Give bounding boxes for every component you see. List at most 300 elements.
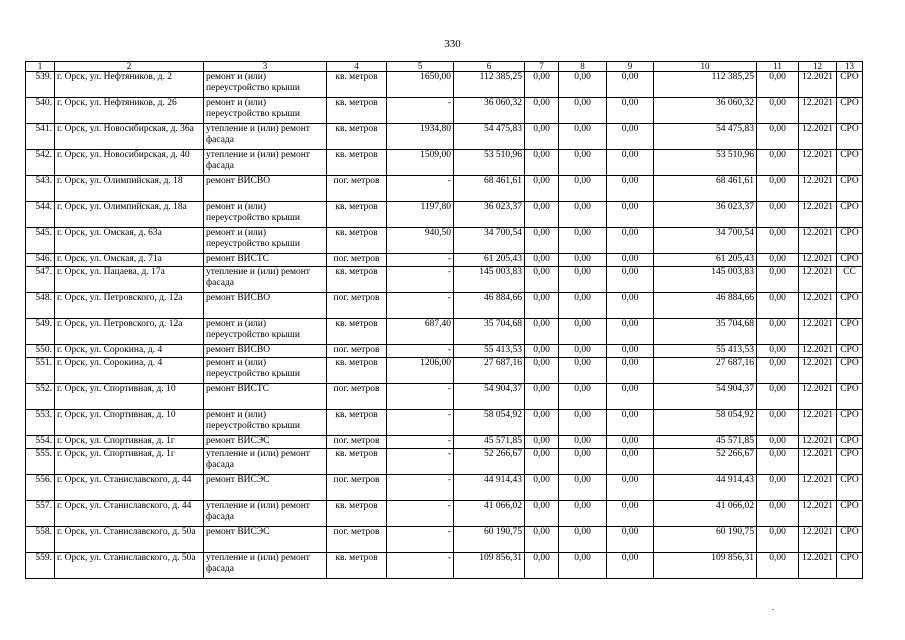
table-row: [26, 293, 863, 319]
total-cost-cell: 53 510,96: [454, 150, 525, 176]
work-type-cell: ремонт и (или) переустройство крыши: [204, 319, 327, 345]
address-cell: г. Орск, ул. Олимпийская, д. 18а: [55, 202, 204, 228]
row-number-cell: 547.: [26, 267, 55, 293]
quantity-cell: -: [387, 267, 454, 293]
unit-cell: кв. метров: [327, 267, 387, 293]
quantity-cell: 687,40: [387, 319, 454, 345]
value-col-8-cell: 0,00: [559, 410, 607, 436]
value-col-7-cell: 0,00: [525, 358, 559, 384]
table-row: [26, 436, 863, 449]
value-col-8-cell: 0,00: [559, 345, 607, 358]
value-col-10-cell: 35 704,68: [654, 319, 757, 345]
value-col-9-cell: 0,00: [607, 527, 654, 553]
row-number-cell: 552.: [26, 384, 55, 410]
value-col-10-cell: 52 266,67: [654, 449, 757, 475]
value-col-7-cell: 0,00: [525, 501, 559, 527]
address-cell: г. Орск, ул. Спортивная, д. 10: [55, 384, 204, 410]
value-col-8-cell: 0,00: [559, 527, 607, 553]
address-cell: г. Орск, ул. Сорокина, д. 4: [55, 358, 204, 384]
column-header: 9: [607, 62, 654, 72]
address-cell: г. Орск, ул. Олимпийская, д. 18: [55, 176, 204, 202]
quantity-cell: 1650,00: [387, 72, 454, 98]
table-row: [26, 449, 863, 475]
value-col-11-cell: 0,00: [757, 72, 799, 98]
quantity-cell: -: [387, 345, 454, 358]
value-col-9-cell: 0,00: [607, 254, 654, 267]
quantity-cell: -: [387, 293, 454, 319]
value-col-9-cell: 0,00: [607, 410, 654, 436]
value-col-8-cell: 0,00: [559, 98, 607, 124]
work-type-cell: ремонт ВИСВО: [204, 293, 327, 319]
value-col-10-cell: 112 385,25: [654, 72, 757, 98]
column-header: 10: [654, 62, 757, 72]
value-col-10-cell: 36 023,37: [654, 202, 757, 228]
address-cell: г. Орск, ул. Пацаева, д. 17а: [55, 267, 204, 293]
completion-date-cell: 12.2021: [799, 527, 837, 553]
total-cost-cell: 46 884,66: [454, 293, 525, 319]
row-number-cell: 558.: [26, 527, 55, 553]
value-col-10-cell: 54 904,37: [654, 384, 757, 410]
quantity-cell: -: [387, 501, 454, 527]
value-col-9-cell: 0,00: [607, 176, 654, 202]
column-header: 4: [327, 62, 387, 72]
completion-date-cell: 12.2021: [799, 475, 837, 501]
table-row: [26, 319, 863, 345]
table-row: [26, 267, 863, 293]
row-number-cell: 545.: [26, 228, 55, 254]
value-col-11-cell: 0,00: [757, 293, 799, 319]
value-col-10-cell: 46 884,66: [654, 293, 757, 319]
work-type-cell: утепление и (или) ремонт фасада: [204, 124, 327, 150]
value-col-10-cell: 60 190,75: [654, 527, 757, 553]
contractor-type-cell: СРО: [837, 293, 863, 319]
value-col-11-cell: 0,00: [757, 345, 799, 358]
unit-cell: пог. метров: [327, 345, 387, 358]
unit-cell: кв. метров: [327, 202, 387, 228]
completion-date-cell: 12.2021: [799, 98, 837, 124]
address-cell: г. Орск, ул. Нефтяников, д. 2: [55, 72, 204, 98]
work-type-cell: ремонт ВИСВО: [204, 176, 327, 202]
table-row: [26, 202, 863, 228]
unit-cell: кв. метров: [327, 124, 387, 150]
unit-cell: кв. метров: [327, 501, 387, 527]
table-row: [26, 254, 863, 267]
column-header: 1: [26, 62, 55, 72]
address-cell: г. Орск, ул. Станиславского, д. 44: [55, 475, 204, 501]
address-cell: г. Орск, ул. Омская, д. 71а: [55, 254, 204, 267]
value-col-8-cell: 0,00: [559, 358, 607, 384]
unit-cell: кв. метров: [327, 553, 387, 579]
value-col-11-cell: 0,00: [757, 436, 799, 449]
address-cell: г. Орск, ул. Станиславского, д. 50а: [55, 553, 204, 579]
row-number-cell: 541.: [26, 124, 55, 150]
value-col-8-cell: 0,00: [559, 124, 607, 150]
column-header: 12: [799, 62, 837, 72]
unit-cell: пог. метров: [327, 254, 387, 267]
value-col-8-cell: 0,00: [559, 436, 607, 449]
contractor-type-cell: СС: [837, 267, 863, 293]
column-header: 11: [757, 62, 799, 72]
work-type-cell: ремонт ВИСВО: [204, 345, 327, 358]
value-col-11-cell: 0,00: [757, 98, 799, 124]
value-col-7-cell: 0,00: [525, 267, 559, 293]
row-number-cell: 539.: [26, 72, 55, 98]
total-cost-cell: 55 413,53: [454, 345, 525, 358]
completion-date-cell: 12.2021: [799, 449, 837, 475]
completion-date-cell: 12.2021: [799, 72, 837, 98]
value-col-7-cell: 0,00: [525, 345, 559, 358]
quantity-cell: -: [387, 176, 454, 202]
value-col-9-cell: 0,00: [607, 150, 654, 176]
completion-date-cell: 12.2021: [799, 501, 837, 527]
contractor-type-cell: СРО: [837, 501, 863, 527]
row-number-cell: 542.: [26, 150, 55, 176]
completion-date-cell: 12.2021: [799, 150, 837, 176]
contractor-type-cell: СРО: [837, 150, 863, 176]
value-col-8-cell: 0,00: [559, 267, 607, 293]
address-cell: г. Орск, ул. Новосибирская, д. 36а: [55, 124, 204, 150]
column-header: 5: [387, 62, 454, 72]
table-row: [26, 124, 863, 150]
completion-date-cell: 12.2021: [799, 436, 837, 449]
scan-artifact: [772, 609, 774, 610]
total-cost-cell: 61 205,43: [454, 254, 525, 267]
table-row: [26, 345, 863, 358]
value-col-8-cell: 0,00: [559, 202, 607, 228]
column-header: 13: [837, 62, 863, 72]
value-col-10-cell: 61 205,43: [654, 254, 757, 267]
value-col-9-cell: 0,00: [607, 553, 654, 579]
value-col-11-cell: 0,00: [757, 410, 799, 436]
value-col-8-cell: 0,00: [559, 319, 607, 345]
work-type-cell: ремонт ВИСЭС: [204, 475, 327, 501]
unit-cell: пог. метров: [327, 436, 387, 449]
address-cell: г. Орск, ул. Новосибирская, д. 40: [55, 150, 204, 176]
value-col-11-cell: 0,00: [757, 319, 799, 345]
row-number-cell: 544.: [26, 202, 55, 228]
table-row: [26, 150, 863, 176]
value-col-10-cell: 68 461,61: [654, 176, 757, 202]
completion-date-cell: 12.2021: [799, 358, 837, 384]
unit-cell: пог. метров: [327, 176, 387, 202]
quantity-cell: 1934,80: [387, 124, 454, 150]
work-type-cell: утепление и (или) ремонт фасада: [204, 553, 327, 579]
value-col-10-cell: 36 060,32: [654, 98, 757, 124]
row-number-cell: 553.: [26, 410, 55, 436]
value-col-11-cell: 0,00: [757, 449, 799, 475]
work-type-cell: ремонт и (или) переустройство крыши: [204, 228, 327, 254]
value-col-10-cell: 44 914,43: [654, 475, 757, 501]
completion-date-cell: 12.2021: [799, 345, 837, 358]
work-type-cell: ремонт и (или) переустройство крыши: [204, 358, 327, 384]
row-number-cell: 551.: [26, 358, 55, 384]
value-col-9-cell: 0,00: [607, 358, 654, 384]
value-col-9-cell: 0,00: [607, 319, 654, 345]
address-cell: г. Орск, ул. Спортивная, д. 1г: [55, 449, 204, 475]
unit-cell: кв. метров: [327, 410, 387, 436]
row-number-cell: 550.: [26, 345, 55, 358]
contractor-type-cell: СРО: [837, 384, 863, 410]
total-cost-cell: 145 003,83: [454, 267, 525, 293]
value-col-7-cell: 0,00: [525, 384, 559, 410]
value-col-10-cell: 58 054,92: [654, 410, 757, 436]
table-row: [26, 358, 863, 384]
address-cell: г. Орск, ул. Спортивная, д. 10: [55, 410, 204, 436]
value-col-9-cell: 0,00: [607, 293, 654, 319]
capital-repair-table: [25, 61, 863, 579]
total-cost-cell: 45 571,85: [454, 436, 525, 449]
value-col-7-cell: 0,00: [525, 293, 559, 319]
value-col-8-cell: 0,00: [559, 72, 607, 98]
work-type-cell: ремонт ВИСТС: [204, 384, 327, 410]
value-col-11-cell: 0,00: [757, 124, 799, 150]
contractor-type-cell: СРО: [837, 72, 863, 98]
total-cost-cell: 68 461,61: [454, 176, 525, 202]
total-cost-cell: 34 700,54: [454, 228, 525, 254]
address-cell: г. Орск, ул. Петровского, д. 12а: [55, 293, 204, 319]
value-col-8-cell: 0,00: [559, 150, 607, 176]
address-cell: г. Орск, ул. Сорокина, д. 4: [55, 345, 204, 358]
unit-cell: кв. метров: [327, 228, 387, 254]
value-col-10-cell: 45 571,85: [654, 436, 757, 449]
value-col-10-cell: 53 510,96: [654, 150, 757, 176]
address-cell: г. Орск, ул. Станиславского, д. 44: [55, 501, 204, 527]
value-col-9-cell: 0,00: [607, 501, 654, 527]
total-cost-cell: 35 704,68: [454, 319, 525, 345]
value-col-8-cell: 0,00: [559, 254, 607, 267]
value-col-8-cell: 0,00: [559, 553, 607, 579]
value-col-11-cell: 0,00: [757, 150, 799, 176]
quantity-cell: 1197,80: [387, 202, 454, 228]
row-number-cell: 546.: [26, 254, 55, 267]
quantity-cell: -: [387, 384, 454, 410]
work-type-cell: ремонт и (или) переустройство крыши: [204, 410, 327, 436]
value-col-8-cell: 0,00: [559, 384, 607, 410]
value-col-11-cell: 0,00: [757, 202, 799, 228]
row-number-cell: 559.: [26, 553, 55, 579]
work-type-cell: ремонт ВИСЭС: [204, 527, 327, 553]
total-cost-cell: 58 054,92: [454, 410, 525, 436]
table-row: [26, 527, 863, 553]
value-col-11-cell: 0,00: [757, 475, 799, 501]
value-col-11-cell: 0,00: [757, 553, 799, 579]
address-cell: г. Орск, ул. Спортивная, д. 1г: [55, 436, 204, 449]
value-col-7-cell: 0,00: [525, 436, 559, 449]
value-col-9-cell: 0,00: [607, 267, 654, 293]
column-header: 7: [525, 62, 559, 72]
value-col-7-cell: 0,00: [525, 202, 559, 228]
total-cost-cell: 52 266,67: [454, 449, 525, 475]
quantity-cell: 1206,00: [387, 358, 454, 384]
quantity-cell: -: [387, 254, 454, 267]
contractor-type-cell: СРО: [837, 228, 863, 254]
value-col-9-cell: 0,00: [607, 436, 654, 449]
completion-date-cell: 12.2021: [799, 202, 837, 228]
contractor-type-cell: СРО: [837, 553, 863, 579]
total-cost-cell: 109 856,31: [454, 553, 525, 579]
unit-cell: кв. метров: [327, 150, 387, 176]
contractor-type-cell: СРО: [837, 449, 863, 475]
contractor-type-cell: СРО: [837, 345, 863, 358]
contractor-type-cell: СРО: [837, 319, 863, 345]
value-col-7-cell: 0,00: [525, 124, 559, 150]
total-cost-cell: 36 023,37: [454, 202, 525, 228]
quantity-cell: -: [387, 410, 454, 436]
value-col-11-cell: 0,00: [757, 228, 799, 254]
contractor-type-cell: СРО: [837, 176, 863, 202]
row-number-cell: 556.: [26, 475, 55, 501]
quantity-cell: -: [387, 436, 454, 449]
contractor-type-cell: СРО: [837, 436, 863, 449]
completion-date-cell: 12.2021: [799, 410, 837, 436]
unit-cell: пог. метров: [327, 384, 387, 410]
contractor-type-cell: СРО: [837, 202, 863, 228]
value-col-9-cell: 0,00: [607, 98, 654, 124]
table-row: [26, 98, 863, 124]
work-type-cell: ремонт ВИСТС: [204, 254, 327, 267]
table-body: [26, 72, 863, 579]
value-col-11-cell: 0,00: [757, 358, 799, 384]
value-col-7-cell: 0,00: [525, 254, 559, 267]
work-type-cell: ремонт ВИСЭС: [204, 436, 327, 449]
address-cell: г. Орск, ул. Нефтяников, д. 26: [55, 98, 204, 124]
table-row: [26, 228, 863, 254]
value-col-8-cell: 0,00: [559, 475, 607, 501]
row-number-cell: 555.: [26, 449, 55, 475]
row-number-cell: 554.: [26, 436, 55, 449]
page-number: 330: [444, 38, 461, 50]
value-col-10-cell: 55 413,53: [654, 345, 757, 358]
completion-date-cell: 12.2021: [799, 267, 837, 293]
value-col-7-cell: 0,00: [525, 475, 559, 501]
value-col-9-cell: 0,00: [607, 228, 654, 254]
value-col-9-cell: 0,00: [607, 72, 654, 98]
value-col-11-cell: 0,00: [757, 176, 799, 202]
value-col-9-cell: 0,00: [607, 384, 654, 410]
address-cell: г. Орск, ул. Петровского, д. 12а: [55, 319, 204, 345]
total-cost-cell: 41 066,02: [454, 501, 525, 527]
value-col-7-cell: 0,00: [525, 98, 559, 124]
value-col-10-cell: 27 687,16: [654, 358, 757, 384]
completion-date-cell: 12.2021: [799, 254, 837, 267]
column-header: 2: [55, 62, 204, 72]
total-cost-cell: 54 475,83: [454, 124, 525, 150]
value-col-7-cell: 0,00: [525, 319, 559, 345]
row-number-cell: 548.: [26, 293, 55, 319]
address-cell: г. Орск, ул. Омская, д. 63а: [55, 228, 204, 254]
quantity-cell: -: [387, 475, 454, 501]
value-col-7-cell: 0,00: [525, 176, 559, 202]
unit-cell: кв. метров: [327, 72, 387, 98]
table-row: [26, 72, 863, 98]
contractor-type-cell: СРО: [837, 475, 863, 501]
value-col-11-cell: 0,00: [757, 267, 799, 293]
table-row: [26, 384, 863, 410]
value-col-8-cell: 0,00: [559, 176, 607, 202]
value-col-7-cell: 0,00: [525, 527, 559, 553]
completion-date-cell: 12.2021: [799, 124, 837, 150]
work-type-cell: утепление и (или) ремонт фасада: [204, 150, 327, 176]
work-type-cell: утепление и (или) ремонт фасада: [204, 449, 327, 475]
quantity-cell: 940,50: [387, 228, 454, 254]
unit-cell: кв. метров: [327, 449, 387, 475]
quantity-cell: -: [387, 527, 454, 553]
contractor-type-cell: СРО: [837, 254, 863, 267]
unit-cell: кв. метров: [327, 98, 387, 124]
value-col-11-cell: 0,00: [757, 527, 799, 553]
value-col-7-cell: 0,00: [525, 410, 559, 436]
table-row: [26, 553, 863, 579]
value-col-9-cell: 0,00: [607, 475, 654, 501]
work-type-cell: ремонт и (или) переустройство крыши: [204, 72, 327, 98]
value-col-9-cell: 0,00: [607, 449, 654, 475]
contractor-type-cell: СРО: [837, 527, 863, 553]
total-cost-cell: 112 385,25: [454, 72, 525, 98]
contractor-type-cell: СРО: [837, 98, 863, 124]
completion-date-cell: 12.2021: [799, 384, 837, 410]
value-col-9-cell: 0,00: [607, 124, 654, 150]
address-cell: г. Орск, ул. Станиславского, д. 50а: [55, 527, 204, 553]
total-cost-cell: 44 914,43: [454, 475, 525, 501]
quantity-cell: -: [387, 98, 454, 124]
total-cost-cell: 27 687,16: [454, 358, 525, 384]
contractor-type-cell: СРО: [837, 410, 863, 436]
value-col-10-cell: 145 003,83: [654, 267, 757, 293]
value-col-7-cell: 0,00: [525, 72, 559, 98]
completion-date-cell: 12.2021: [799, 319, 837, 345]
column-header: 8: [559, 62, 607, 72]
value-col-7-cell: 0,00: [525, 449, 559, 475]
value-col-11-cell: 0,00: [757, 384, 799, 410]
unit-cell: пог. метров: [327, 293, 387, 319]
value-col-11-cell: 0,00: [757, 254, 799, 267]
value-col-8-cell: 0,00: [559, 449, 607, 475]
total-cost-cell: 36 060,32: [454, 98, 525, 124]
work-type-cell: утепление и (или) ремонт фасада: [204, 501, 327, 527]
value-col-10-cell: 34 700,54: [654, 228, 757, 254]
work-type-cell: ремонт и (или) переустройство крыши: [204, 202, 327, 228]
value-col-8-cell: 0,00: [559, 293, 607, 319]
value-col-8-cell: 0,00: [559, 228, 607, 254]
unit-cell: кв. метров: [327, 319, 387, 345]
table-row: [26, 410, 863, 436]
value-col-9-cell: 0,00: [607, 345, 654, 358]
column-header: 6: [454, 62, 525, 72]
total-cost-cell: 54 904,37: [454, 384, 525, 410]
work-type-cell: ремонт и (или) переустройство крыши: [204, 98, 327, 124]
value-col-7-cell: 0,00: [525, 228, 559, 254]
quantity-cell: -: [387, 553, 454, 579]
row-number-cell: 543.: [26, 176, 55, 202]
unit-cell: пог. метров: [327, 475, 387, 501]
completion-date-cell: 12.2021: [799, 553, 837, 579]
row-number-cell: 549.: [26, 319, 55, 345]
value-col-10-cell: 41 066,02: [654, 501, 757, 527]
total-cost-cell: 60 190,75: [454, 527, 525, 553]
value-col-7-cell: 0,00: [525, 553, 559, 579]
work-type-cell: утепление и (или) ремонт фасада: [204, 267, 327, 293]
value-col-10-cell: 109 856,31: [654, 553, 757, 579]
quantity-cell: -: [387, 449, 454, 475]
completion-date-cell: 12.2021: [799, 293, 837, 319]
row-number-cell: 540.: [26, 98, 55, 124]
row-number-cell: 557.: [26, 501, 55, 527]
value-col-9-cell: 0,00: [607, 202, 654, 228]
table-row: [26, 475, 863, 501]
column-header: 3: [204, 62, 327, 72]
value-col-11-cell: 0,00: [757, 501, 799, 527]
table-row: [26, 501, 863, 527]
